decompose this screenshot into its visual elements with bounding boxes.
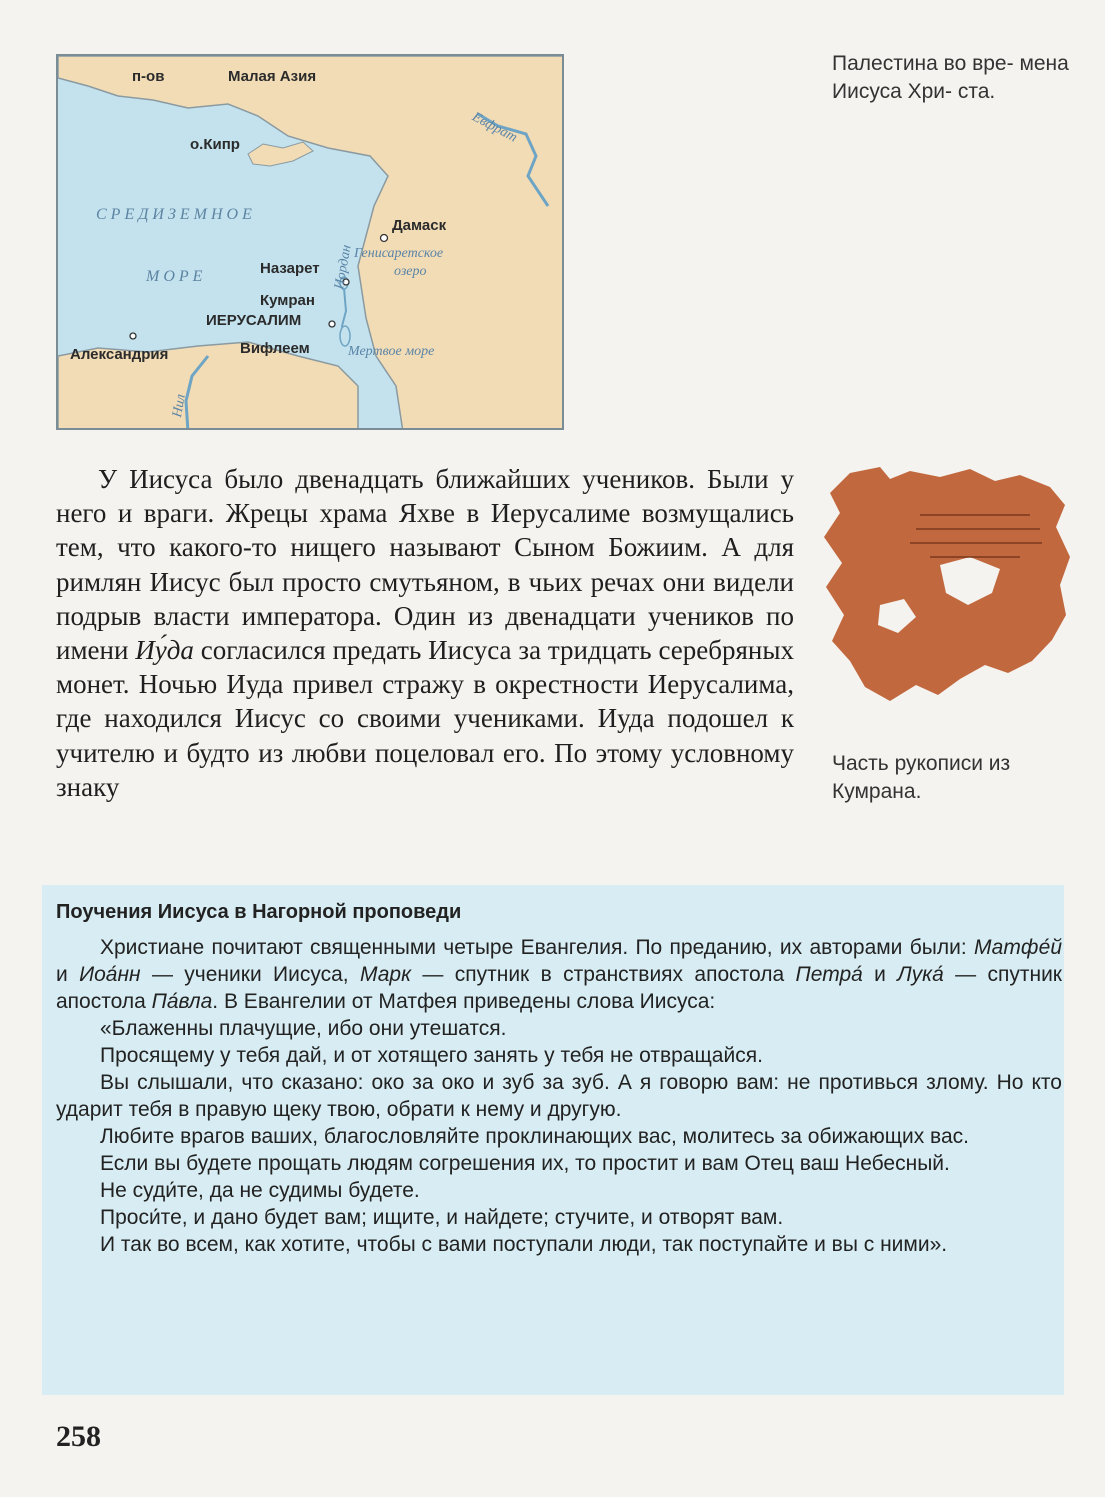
scroll-caption: Часть рукописи из Кумрана. [832, 752, 1011, 803]
quote-line: Любите врагов ваших, благословляйте проклинающих вас, молитесь за обижающих вас. [100, 1125, 969, 1148]
quote-line: Проси́те, и дано будет вам; ищите, и найдете; стучите, и отворят вам. [100, 1206, 784, 1229]
name-luke: Лука́ [897, 963, 944, 986]
map-landmass [58, 56, 564, 430]
map-label-euphrates: Евфрат [469, 109, 520, 146]
quote-line: Если вы будете прощать людям согрешения их, то простит и вам Отец ваш Небесный. [100, 1152, 950, 1175]
map-label-cyprus: о.Кипр [190, 136, 240, 153]
map-label-sea: МОРЕ [146, 268, 207, 285]
qumran-scroll-image [820, 465, 1072, 705]
map-label-jerusalem: ИЕРУСАЛИМ [206, 312, 302, 329]
intro-text-g: . В Евангелии от Матфея приведены слова Иисуса: [212, 990, 716, 1013]
narrative-part2: согласился предать Иисуса за тридцать серебряных монет. Ночью Иуда привел стражу в окрестности Иерусалима, где находился Иисус со своими учениками. Иуда подошел к учителю и будто из любви поцеловал его. По этому условному знаку [56, 635, 794, 802]
map-label-jordan: Иордан [332, 243, 355, 291]
map-label-gennesaret: Генисаретское [354, 246, 444, 261]
map-label-dead-sea: Мертвое море [348, 344, 435, 359]
intro-text-a: Христиане почитают священными четыре Евангелия. По преданию, их авторами были: [100, 936, 974, 959]
quote-line: И так во всем, как хотите, чтобы с вами поступали люди, так поступайте и вы с ними». [100, 1233, 948, 1256]
main-narrative [56, 462, 794, 804]
name-john: Иоа́нн [79, 963, 141, 986]
intro-text-b: и [56, 963, 80, 986]
sermon-text [56, 934, 1062, 1258]
intro-text-d: — спутник в странствиях апостола [411, 963, 796, 986]
intro-text-e: и [862, 963, 898, 986]
page-number: 258 [56, 1420, 101, 1453]
map-label-alexandria: Александрия [70, 346, 169, 363]
name-matthew: Матфе́й [973, 936, 1062, 959]
map-label-peninsula: п-ов [132, 68, 165, 85]
name-judas: Иу́да [135, 635, 194, 666]
map-caption: Палестина во вре- мена Иисуса Хри- ста. [832, 52, 1069, 103]
narrative-part1: У Иисуса было двенадцать ближайших учеников. Были у него и враги. Жрецы храма Яхве в Иерусалиме возмущались тем, что какого-то нищего называют Сыном Божиим. А для римлян Иисус был просто смутьяном, в чьих речах они видели подрыв власти императора. Один из двенадцати учеников по имени [56, 464, 794, 666]
map-label-bethlehem: Вифлеем [240, 340, 310, 357]
sermon-title: Поучения Иисуса в Нагорной проповеди [56, 901, 462, 923]
name-peter: Петра́ [795, 963, 863, 986]
map-label-asia-minor: Малая Азия [228, 68, 317, 85]
map-label-nazareth: Назарет [260, 260, 320, 277]
map-label-mediterranean: СРЕДИЗЕМНОЕ [96, 206, 256, 223]
sermon-intro [56, 934, 1062, 1015]
intro-text-f: — спутник апостола [56, 963, 1062, 1013]
map-label-nile: Нил [170, 393, 189, 419]
intro-text-c: — ученики Иисуса, [140, 963, 360, 986]
narrative-paragraph [56, 462, 794, 804]
name-paul: Па́вла [151, 990, 213, 1013]
map-label-damascus: Дамаск [392, 217, 447, 234]
quote-line: «Блаженны плачущие, ибо они утешатся. [100, 1017, 507, 1040]
map-label-qumran: Кумран [260, 292, 315, 309]
quote-line: Вы слышали, что сказано: око за око и зуб за зуб. А я говорю вам: не противься злому. Но кто ударит тебя в правую щеку твою, обрати к нему и другую. [56, 1071, 1062, 1121]
name-mark: Марк [360, 963, 412, 986]
quote-line: Не суди́те, да не судимы будете. [100, 1179, 420, 1202]
palestine-map [56, 54, 564, 430]
map-label-lake: озеро [394, 264, 427, 279]
quote-line: Просящему у тебя дай, и от хотящего занять у тебя не отвращайся. [100, 1044, 763, 1067]
sermon-content [56, 898, 1062, 1258]
